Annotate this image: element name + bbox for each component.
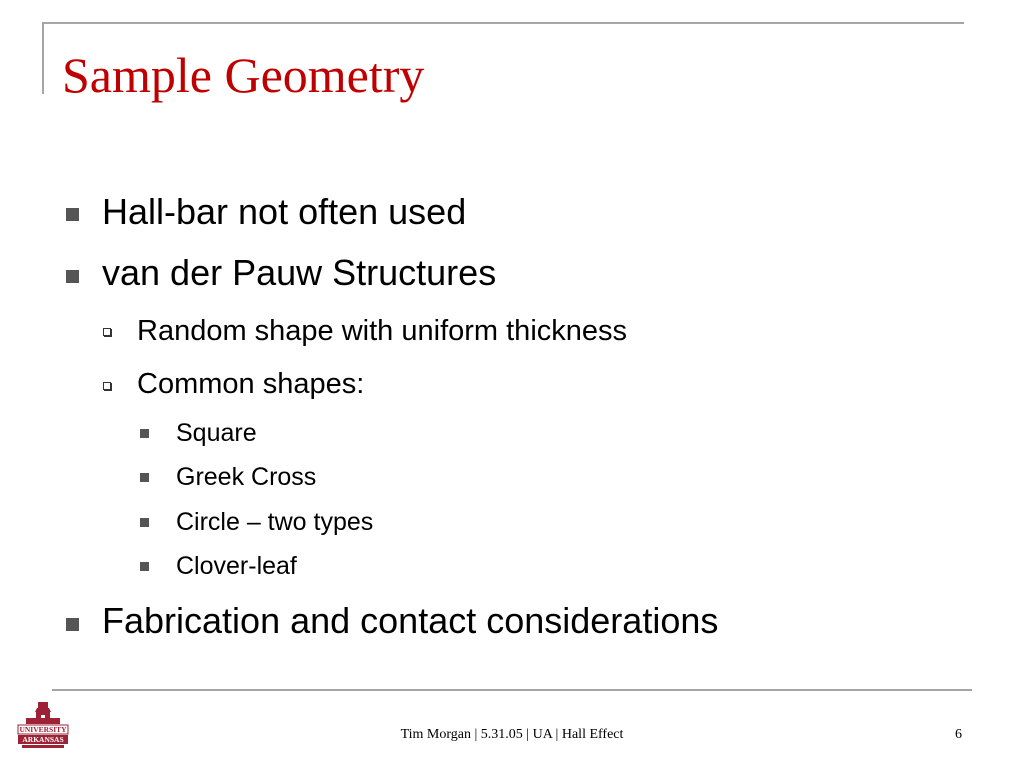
university-logo-icon xyxy=(16,700,70,752)
logo-university-text: UNIVERSITY xyxy=(19,725,67,734)
square-bullet-icon xyxy=(140,429,149,438)
sub-sub-bullet-text: Circle – two types xyxy=(176,508,374,536)
square-bullet-icon xyxy=(66,208,79,221)
sub-sub-bullet-text: Greek Cross xyxy=(176,463,317,491)
square-bullet-icon xyxy=(66,270,79,283)
page-number: 6 xyxy=(955,727,962,742)
footer-rule xyxy=(52,689,972,691)
slide-title: Sample Geometry xyxy=(62,47,425,103)
square-bullet-icon xyxy=(140,473,149,482)
frame-left-rule xyxy=(42,22,44,94)
frame-top-rule xyxy=(42,22,964,24)
square-bullet-icon xyxy=(140,562,149,571)
square-bullet-icon xyxy=(66,618,79,631)
sub-bullet-text: Common shapes: xyxy=(137,368,365,400)
hollow-square-bullet-icon xyxy=(103,382,111,390)
footer-text: Tim Morgan | 5.31.05 | UA | Hall Effect xyxy=(400,727,624,742)
bullet-text: Fabrication and contact considerations xyxy=(102,600,719,641)
square-bullet-icon xyxy=(140,518,149,527)
sub-sub-bullet-text: Square xyxy=(176,419,257,447)
sub-bullet-text: Random shape with uniform thickness xyxy=(137,315,628,347)
university-of-arkansas-logo xyxy=(16,700,70,752)
logo-arkansas-text: ARKANSAS xyxy=(22,735,64,744)
hollow-square-bullet-icon xyxy=(103,328,111,336)
bullet-text: van der Pauw Structures xyxy=(102,252,497,293)
bullet-text: Hall-bar not often used xyxy=(102,191,467,232)
sub-sub-bullet-text: Clover-leaf xyxy=(176,552,297,580)
